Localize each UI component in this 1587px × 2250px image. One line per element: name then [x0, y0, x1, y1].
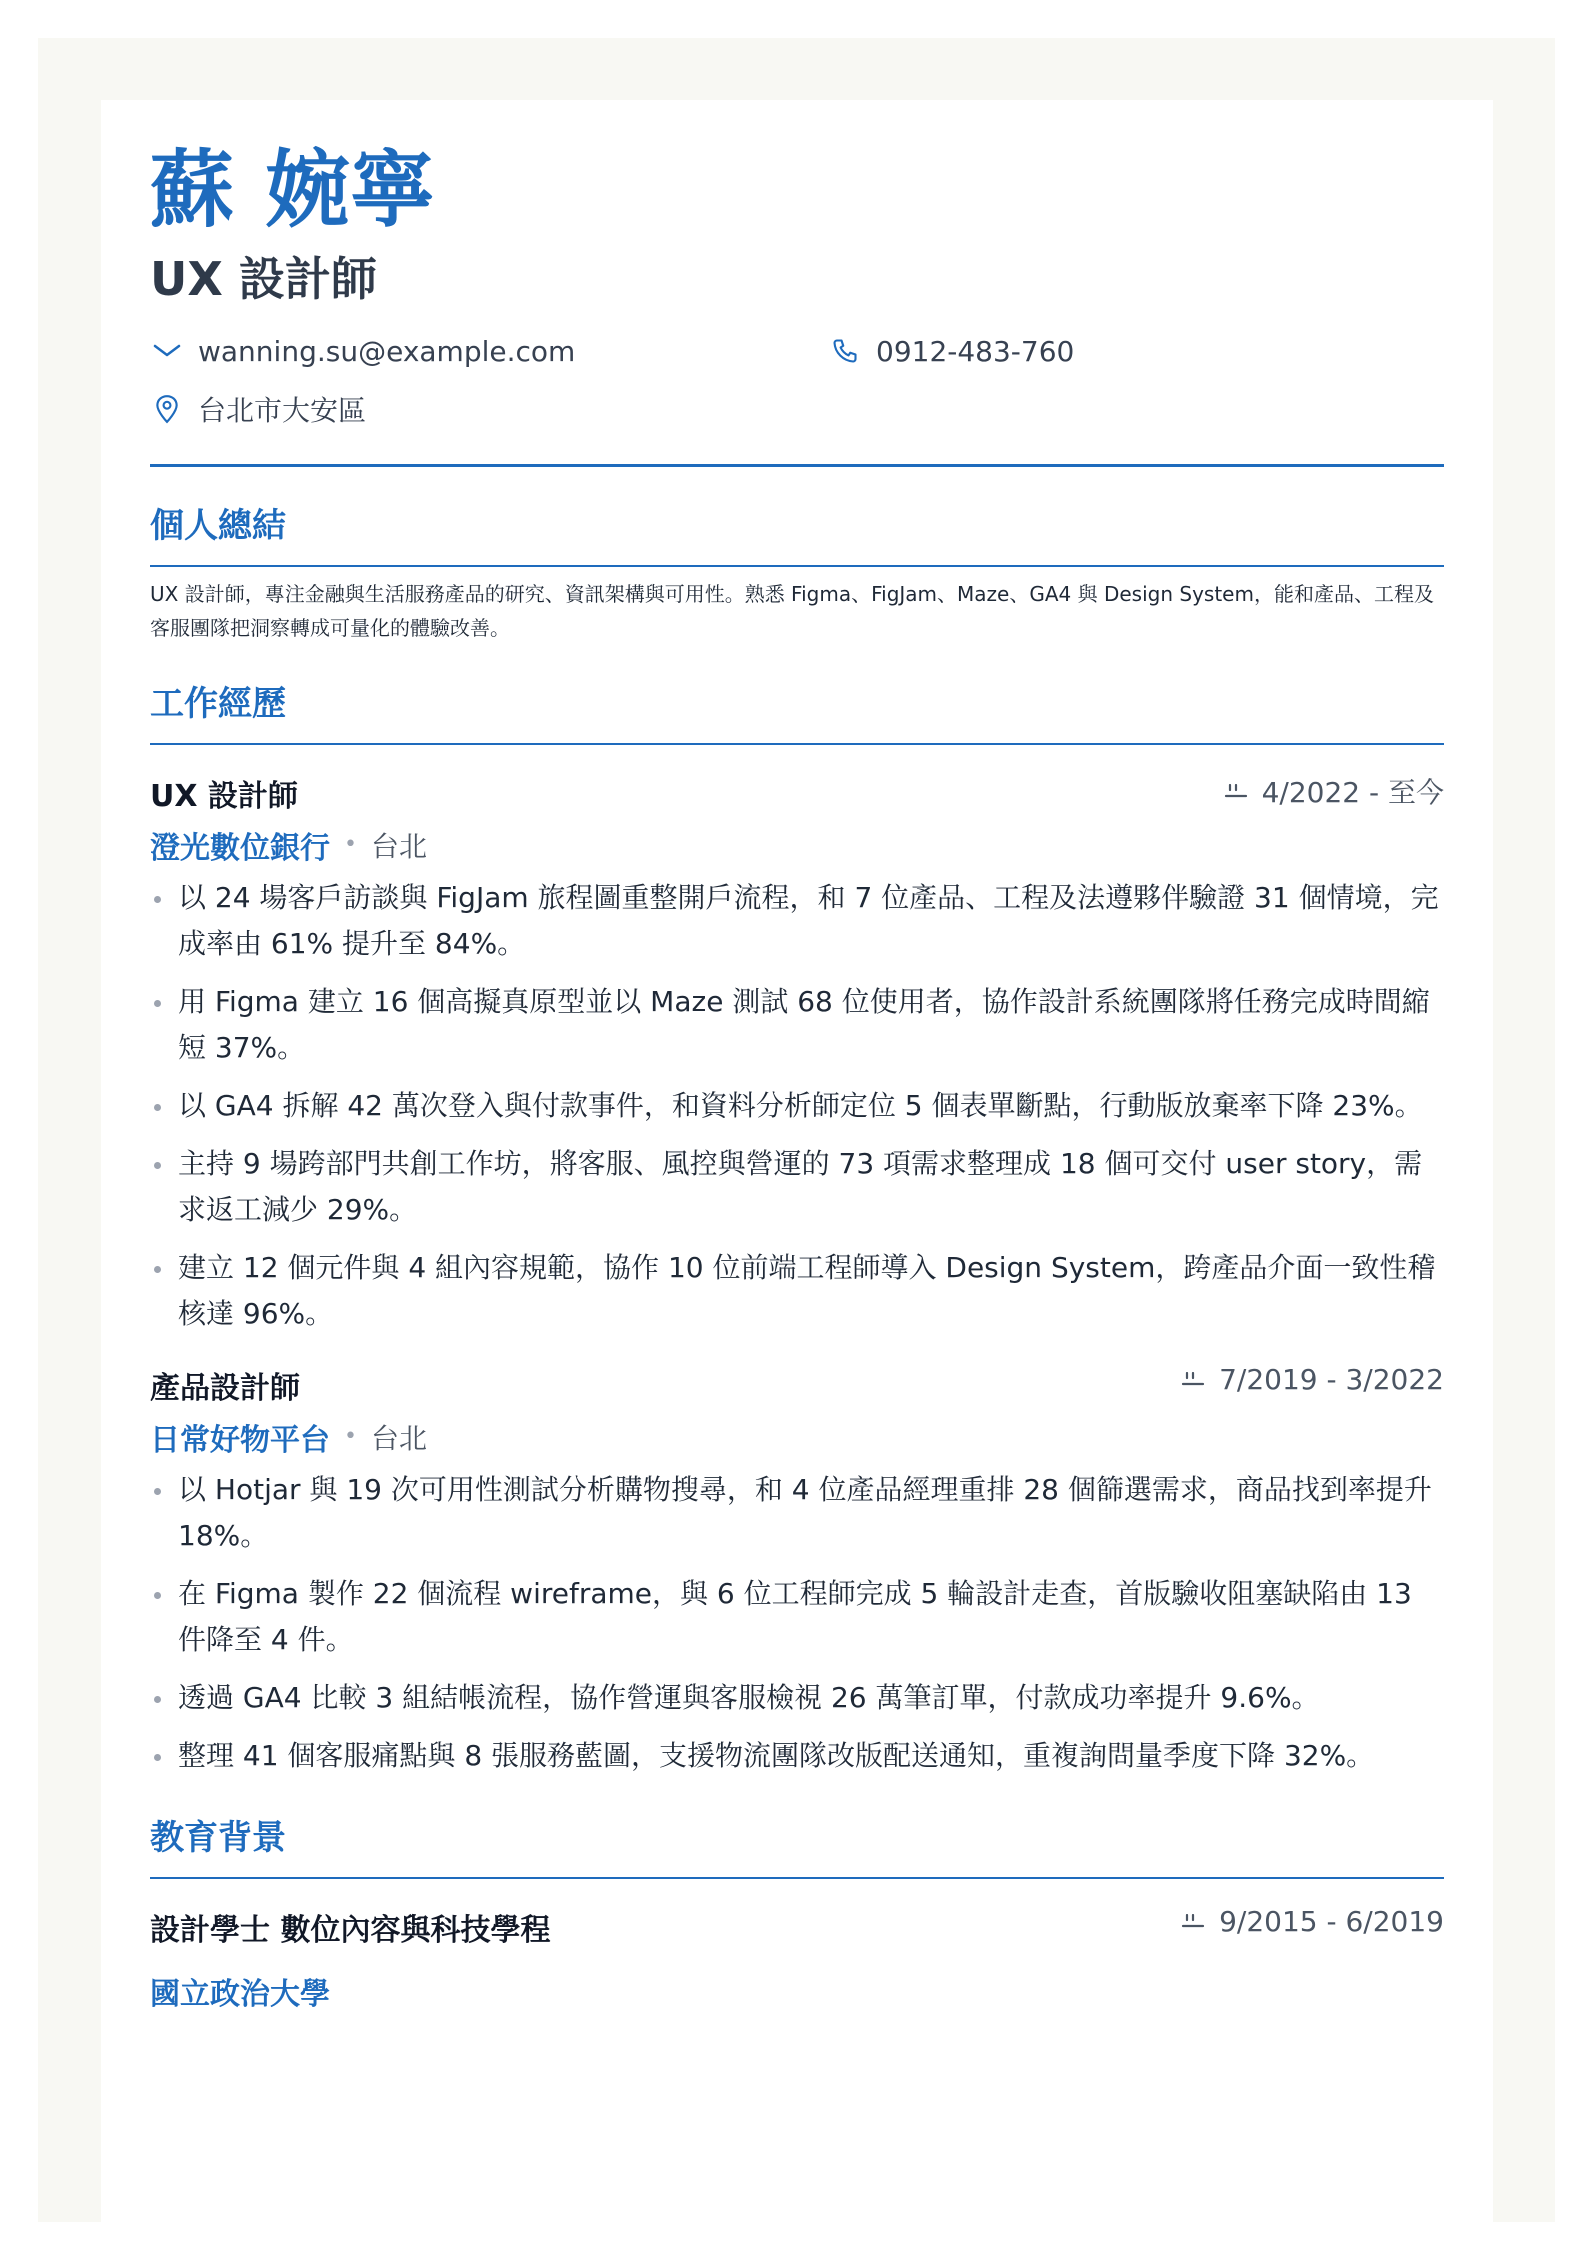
job-entry [150, 767, 1444, 1337]
bullet-item: 用 Figma 建立 16 個高擬真原型並以 Maze 測試 68 位使用者，協作設計系統團隊將任務完成時間縮短 37%。 [150, 979, 1444, 1071]
bullet-item: 整理 41 個客服痛點與 8 張服務藍圖，支援物流團隊改版配送通知，重複詢問量季度下降 32%。 [150, 1733, 1444, 1779]
job-title: UX 設計師 [150, 778, 298, 814]
job-date [1224, 771, 1444, 811]
contact-email[interactable] [152, 335, 575, 368]
school-name: 國立政治大學 [150, 1976, 330, 2012]
bullet-item: 在 Figma 製作 22 個流程 wireframe，與 6 位工程師完成 5 輪設計走查，首版驗收阻塞缺陷由 13 件降至 4 件。 [150, 1571, 1444, 1663]
contact-info [150, 323, 1444, 448]
calendar-icon [1181, 1914, 1205, 1928]
bullet-item: 以 Hotjar 與 19 次可用性測試分析購物搜尋，和 4 位產品經理重排 28 個篩選需求，商品找到率提升 18%。 [150, 1467, 1444, 1559]
email-text: wanning.su@example.com [198, 334, 576, 368]
calendar-icon [1181, 1372, 1205, 1386]
bullet-item: 透過 GA4 比較 3 組結帳流程，協作營運與客服檢視 26 萬筆訂單，付款成功率提升 9.6%。 [150, 1675, 1444, 1721]
job-date-text: 7/2019 - 3/2022 [1219, 1362, 1444, 1396]
phone-icon [830, 336, 860, 366]
separator-dot: • [344, 1424, 357, 1450]
contact-location [152, 389, 366, 429]
education-entry [150, 1901, 1444, 2013]
location-pin-icon [152, 394, 182, 424]
job-city: 台北 [370, 829, 427, 863]
job-title: 產品設計師 [150, 1370, 300, 1406]
job-entry [150, 1359, 1444, 1779]
bullet-item: 以 24 場客戶訪談與 FigJam 旅程圖重整開戶流程，和 7 位產品、工程及法遵夥伴驗證 31 個情境，完成率由 61% 提升至 84%。 [150, 875, 1444, 967]
calendar-icon [1224, 784, 1248, 798]
phone-text: 0912-483-760 [876, 334, 1075, 368]
job-date-text: 4/2022 - 至今 [1261, 775, 1444, 809]
contact-phone[interactable] [830, 335, 1074, 368]
location-text: 台北市大安區 [198, 393, 367, 427]
candidate-role: UX 設計師 [150, 252, 377, 306]
section-title-experience: 工作經歷 [150, 687, 1444, 745]
section-title-education: 教育背景 [150, 1821, 1444, 1879]
bullet-item: 建立 12 個元件與 4 組內容規範，協作 10 位前端工程師導入 Design System，跨產品介面一致性稽核達 96%。 [150, 1245, 1444, 1337]
bullet-item: 以 GA4 拆解 42 萬次登入與付款事件，和資料分析師定位 5 個表單斷點，行動版放棄率下降 23%。 [150, 1083, 1444, 1129]
job-city: 台北 [370, 1421, 427, 1455]
bullet-item: 主持 9 場跨部門共創工作坊，將客服、風控與營運的 73 項需求整理成 18 個可交付 user story，需求返工減少 29%。 [150, 1141, 1444, 1233]
section-title-summary: 個人總結 [150, 509, 1444, 567]
job-bullets [150, 1467, 1444, 1779]
candidate-name: 蘇 婉寧 [150, 141, 436, 239]
summary-text: UX 設計師，專注金融與生活服務產品的研究、資訊架構與可用性。熟悉 Figma、FigJam、Maze、GA4 與 Design System，能和產品、工程及客服團隊把洞察轉成可量化的體驗改善。 [150, 581, 1434, 640]
education-date [1181, 1905, 1444, 1938]
company-name: 澄光數位銀行 [150, 830, 330, 866]
header-divider [150, 464, 1444, 467]
company-name: 日常好物平台 [150, 1422, 330, 1458]
resume-content [150, 140, 1444, 2013]
separator-dot: • [344, 832, 357, 858]
job-date [1181, 1363, 1444, 1396]
education-date-text: 9/2015 - 6/2019 [1219, 1904, 1444, 1938]
mail-icon [152, 336, 182, 366]
degree-title: 設計學士 數位內容與科技學程 [150, 1912, 551, 1948]
job-bullets [150, 875, 1444, 1337]
